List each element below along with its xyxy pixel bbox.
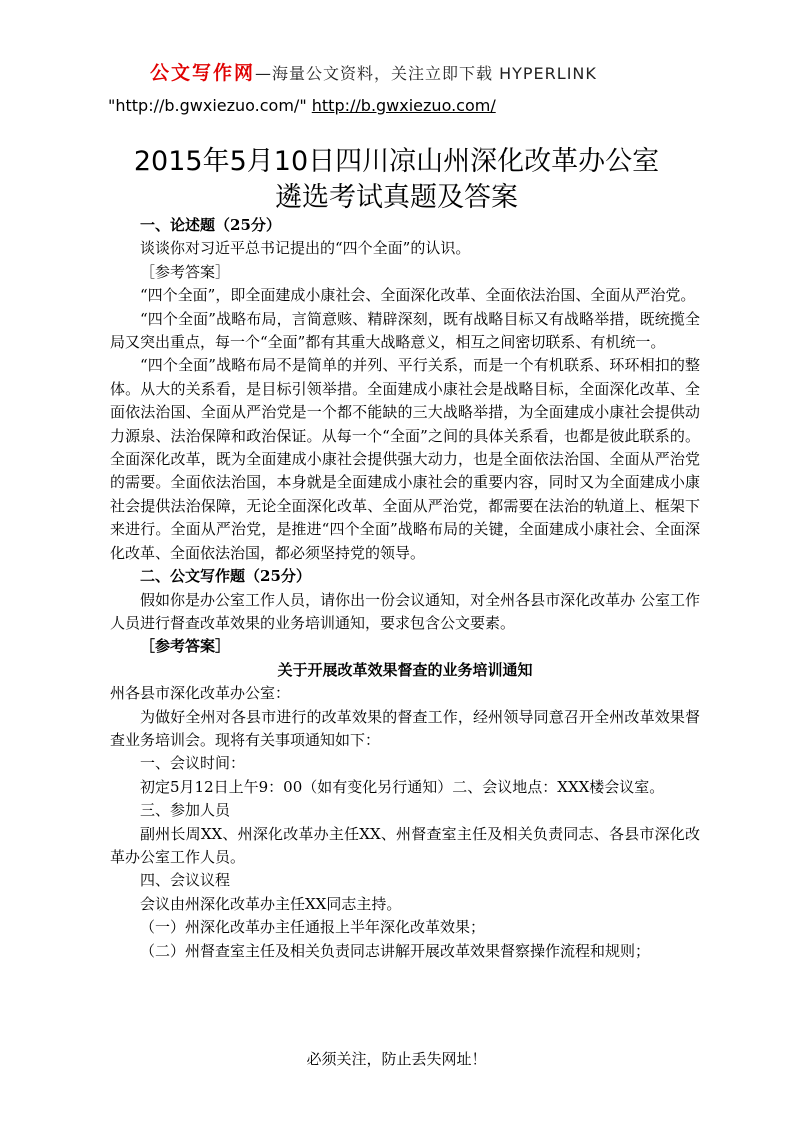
paragraph: 初定5月12日上午9：00（如有变化另行通知）二、会议地点：XXX楼会议室。 [140, 777, 665, 796]
document-body [110, 214, 700, 963]
document-title-line1: 2015年5月10日四川凉山州深化改革办公室 [133, 146, 660, 177]
paragraph: “四个全面”战略布局，言简意赅、精辟深刻，既有战略目标又有战略举措，既统揽全局又突出重点，每一个“全面”都有其重大战略意义，相互之间密切联系、有机统一。 [110, 309, 700, 352]
paragraph: 关于开展改革效果督查的业务培训通知 [277, 660, 533, 679]
paragraph: 一、论述题（25分） [140, 216, 281, 234]
header-link-line [108, 94, 496, 118]
paragraph: 谈谈你对习近平总书记提出的“四个全面”的认识。 [140, 239, 471, 258]
paragraph: “四个全面”，即全面建成小康社会、全面深化改革、全面依法治国、全面从严治党。 [140, 286, 696, 305]
paragraph: 二、公文写作题（25分） [140, 567, 311, 586]
paragraph: 为做好全州对各县市进行的改革效果的督查工作，经州领导同意召开全州改革效果督查业务培训会。现将有关事项通知如下： [110, 707, 700, 749]
paragraph: 会议由州深化改革办主任XX同志主持。 [140, 894, 402, 913]
paragraph: 州各县市深化改革办公室： [110, 684, 291, 703]
paragraph: 三、参加人员 [140, 801, 231, 820]
paragraph: 假如你是办公室工作人员，请你出一份会议通知，对全州各县市深化改革办 公室工作人员进行督查改革效果的业务培训通知，要求包含公文要素。 [110, 590, 700, 632]
paragraph: 四、会议议程 [140, 871, 231, 890]
paragraph: （一）州深化改革办主任通报上半年深化改革效果； [140, 918, 486, 937]
paragraph: ［参考答案］ [140, 637, 231, 656]
document-title-line2: 遴选考试真题及答案 [275, 182, 518, 213]
paragraph: 副州长周XX、州深化改革办主任XX、州督查室主任及相关负责同志、各县市深化改革办公室工作人员。 [110, 824, 700, 866]
footer-notice: 必须关注，防止丢失网址！ [306, 1050, 487, 1068]
brand-name[interactable]: 公文写作网 [150, 62, 256, 84]
paragraph: “四个全面”战略布局不是简单的并列、平行关系，而是一个有机联系、环环相扣的整体。从大的关系看，是目标引领举措。全面建成小康社会是战略目标，全面深化改革、全面依法治国、全面从严治党是一个都不能缺的三大战略举措，为全面建成小康社会提供动力源泉、法治保障和政治保证。从每一个“全面”之间的具体关系看，也都是彼此联系的。全面深化改革，既为全面建成小康社会提供强大动力，也是全面依法治国、全面从严治党的需要。全面依法治国，本身就是全面建成小康社会的重要内容，同时又为全面建成小康社会提供法治保障，无论全面深化改革、全面从严治党，都需要在法治的轨道上、框架下来进行。全面从严治党，是推进“四个全面”战略布局的关键，全面建成小康社会、全面深化改革、全面依法治国，都必须坚持党的领导。 [110, 356, 700, 562]
header-line [150, 60, 710, 87]
header-tagline: —海量公文资料，关注立即下载 HYPERLINK [255, 64, 597, 83]
link-field-code: "http://b.gwxiezuo.com/" [108, 96, 307, 115]
paragraph: ［参考答案］ [140, 262, 231, 281]
paragraph: 一、会议时间： [140, 754, 246, 773]
site-link[interactable]: http://b.gwxiezuo.com/ [311, 96, 496, 115]
paragraph: （二）州督查室主任及相关负责同志讲解开展改革效果督察操作流程和规则； [140, 941, 651, 960]
